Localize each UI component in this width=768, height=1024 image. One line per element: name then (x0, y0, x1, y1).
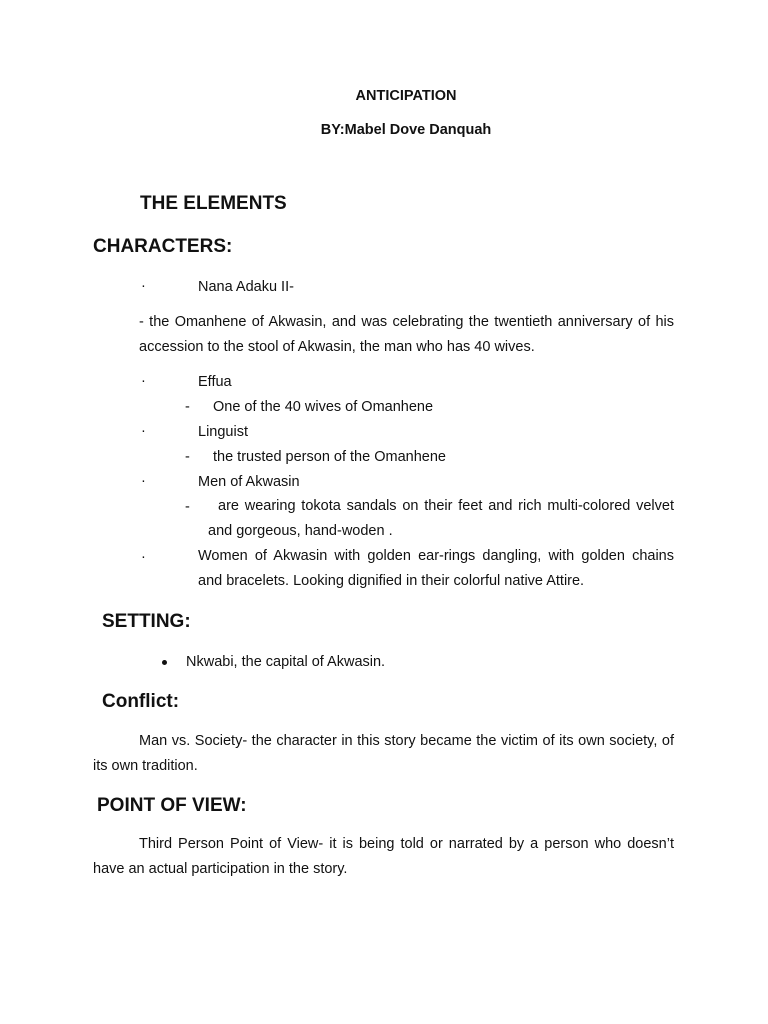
document-title: ANTICIPATION (355, 88, 457, 104)
character-desc-women: Women of Akwasin with golden ear-rings dangling, with golden chains and bracelets. Looking dignified in their colorful native Attire. (198, 548, 674, 589)
point-of-view-text: Third Person Point of View- it is being told or narrated by a person who doesn’t have an actual participation in the story. (93, 836, 674, 877)
point-of-view-heading: POINT OF VIEW: (97, 795, 247, 816)
character-desc-men: are wearing tokota sandals on their feet and rich multi-colored velvet and gorgeous, hand-woden . (208, 498, 674, 539)
conflict-heading: Conflict: (102, 691, 180, 712)
character-name-effua: Effua (198, 374, 232, 390)
setting-item: Nkwabi, the capital of Akwasin. (186, 654, 386, 670)
bullet-marker: · (141, 423, 146, 439)
character-name-nana: Nana Adaku II- (198, 279, 294, 295)
conflict-text: Man vs. Society- the character in this story became the victim of its own society, of its own tradition. (93, 733, 674, 774)
document-byline: BY:Mabel Dove Danquah (320, 122, 492, 138)
character-desc-effua: One of the 40 wives of Omanhene (213, 399, 434, 415)
characters-heading: CHARACTERS: (93, 236, 233, 257)
elements-heading: THE ELEMENTS (140, 193, 287, 214)
character-name-linguist: Linguist (198, 424, 248, 440)
dash-marker: - (185, 449, 190, 465)
dash-marker: - (185, 499, 190, 515)
bullet-marker: · (141, 549, 146, 565)
character-name-men: Men of Akwasin (198, 474, 300, 490)
character-desc-nana: - the Omanhene of Akwasin, and was celebrating the twentieth anniversary of his accession to the stool of Akwasin, the man who has 40 wives. (139, 314, 674, 355)
bullet-marker: · (141, 373, 146, 389)
bullet-marker: · (141, 278, 146, 294)
character-desc-linguist: the trusted person of the Omanhene (213, 449, 446, 465)
bullet-dot-icon (162, 660, 167, 665)
bullet-marker: · (141, 473, 146, 489)
dash-marker: - (185, 399, 190, 415)
setting-heading: SETTING: (102, 611, 191, 632)
